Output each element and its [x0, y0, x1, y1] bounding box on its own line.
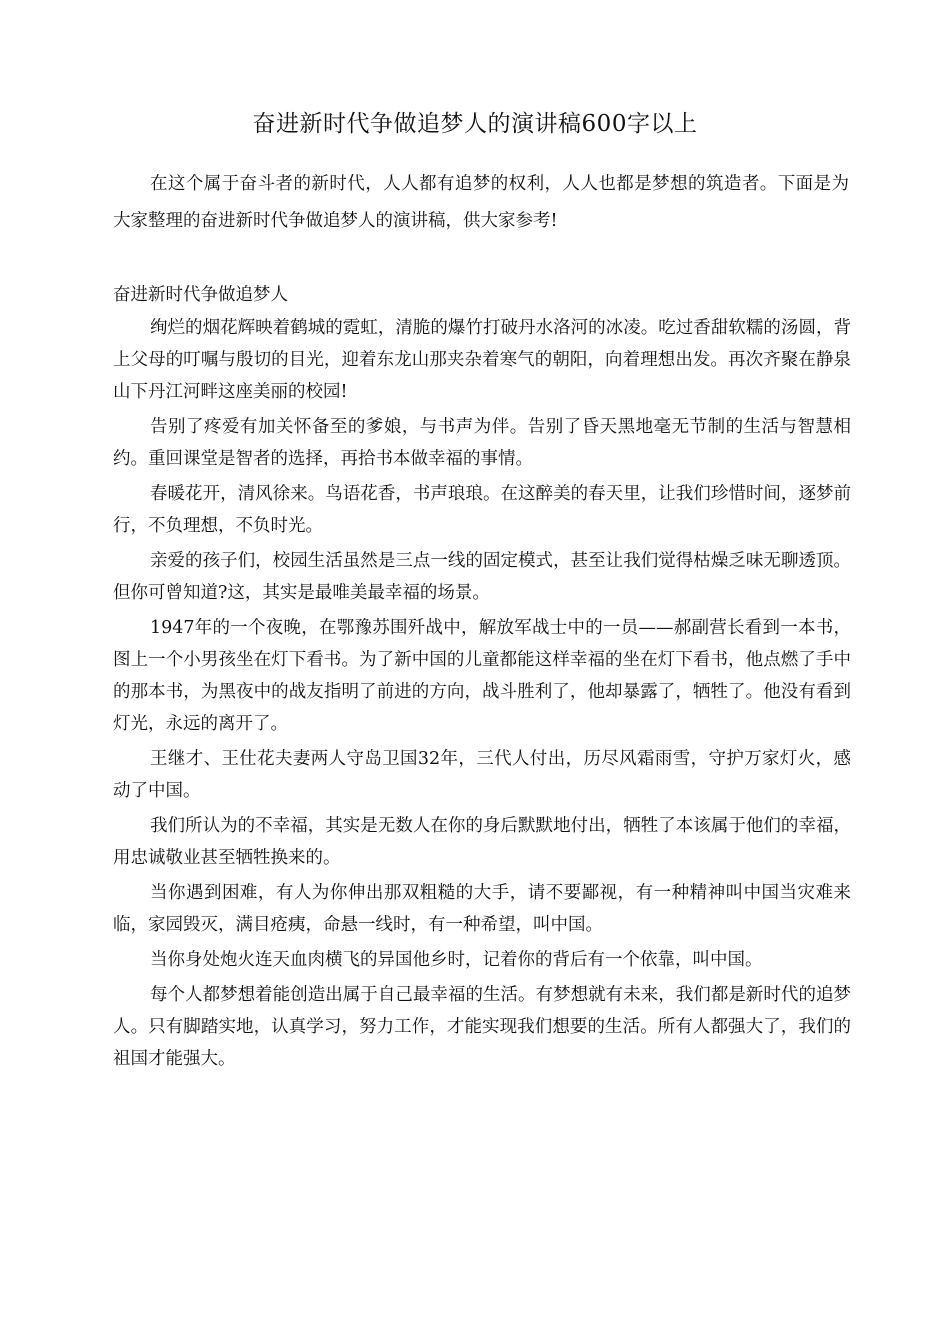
body-paragraph: 每个人都梦想着能创造出属于自己最幸福的生活。有梦想就有未来，我们都是新时代的追梦人。只有脚踏实地，认真学习，努力工作，才能实现我们想要的生活。所有人都强大了，我们的祖国才能强大。: [113, 985, 851, 1069]
body-paragraph: 王继才、王仕花夫妻两人守岛卫国32年，三代人付出，历尽风霜雨雪，守护万家灯火，感动了中国。: [113, 749, 851, 801]
section-heading: 奋进新时代争做追梦人: [113, 285, 288, 305]
body-paragraph: 1947年的一个夜晚，在鄂豫苏围歼战中，解放军战士中的一员——郝副营长看到一本书，图上一个小男孩坐在灯下看书。为了新中国的儿童都能这样幸福的坐在灯下看书，他点燃了手中的那本书，为黑夜中的战友指明了前进的方向，战斗胜利了，他却暴露了，牺牲了。他没有看到灯光，永远的离开了。: [113, 618, 851, 734]
body-paragraph: 春暖花开，清风徐来。鸟语花香，书声琅琅。在这醉美的春天里，让我们珍惜时间，逐梦前行，不负理想，不负时光。: [113, 484, 851, 536]
body-paragraph: 当你遇到困难，有人为你伸出那双粗糙的大手，请不要鄙视，有一种精神叫中国当灾难来临，家园毁灭，满目疮痍，命悬一线时，有一种希望，叫中国。: [113, 883, 851, 935]
speech-body: [113, 312, 851, 1078]
body-paragraph: 当你身处炮火连天血肉横飞的异国他乡时，记着你的背后有一个依靠，叫中国。: [150, 950, 763, 970]
intro-paragraph: 在这个属于奋斗者的新时代，人人都有追梦的权利，人人也都是梦想的筑造者。下面是为大家整理的奋进新时代争做追梦人的演讲稿，供大家参考!: [113, 174, 849, 231]
body-paragraph: 亲爱的孩子们，校园生活虽然是三点一线的固定模式，甚至让我们觉得枯燥乏味无聊透顶。但你可曾知道?这，其实是最唯美最幸福的场景。: [113, 551, 851, 603]
document-title: 奋进新时代争做追梦人的演讲稿600字以上: [252, 111, 698, 137]
body-paragraph: 我们所认为的不幸福，其实是无数人在你的身后默默地付出，牺牲了本该属于他们的幸福，用忠诚敬业甚至牺牲换来的。: [113, 816, 851, 868]
body-paragraph: 告别了疼爱有加关怀备至的爹娘，与书声为伴。告别了昏天黑地毫无节制的生活与智慧相约。重回课堂是智者的选择，再拾书本做幸福的事情。: [113, 417, 851, 469]
body-paragraph: 绚烂的烟花辉映着鹤城的霓虹，清脆的爆竹打破丹水洛河的冰凌。吃过香甜软糯的汤圆，背上父母的叮嘱与殷切的目光，迎着东龙山那夹杂着寒气的朝阳，向着理想出发。再次齐聚在静泉山下丹江河畔这座美丽的校园!: [113, 318, 851, 402]
